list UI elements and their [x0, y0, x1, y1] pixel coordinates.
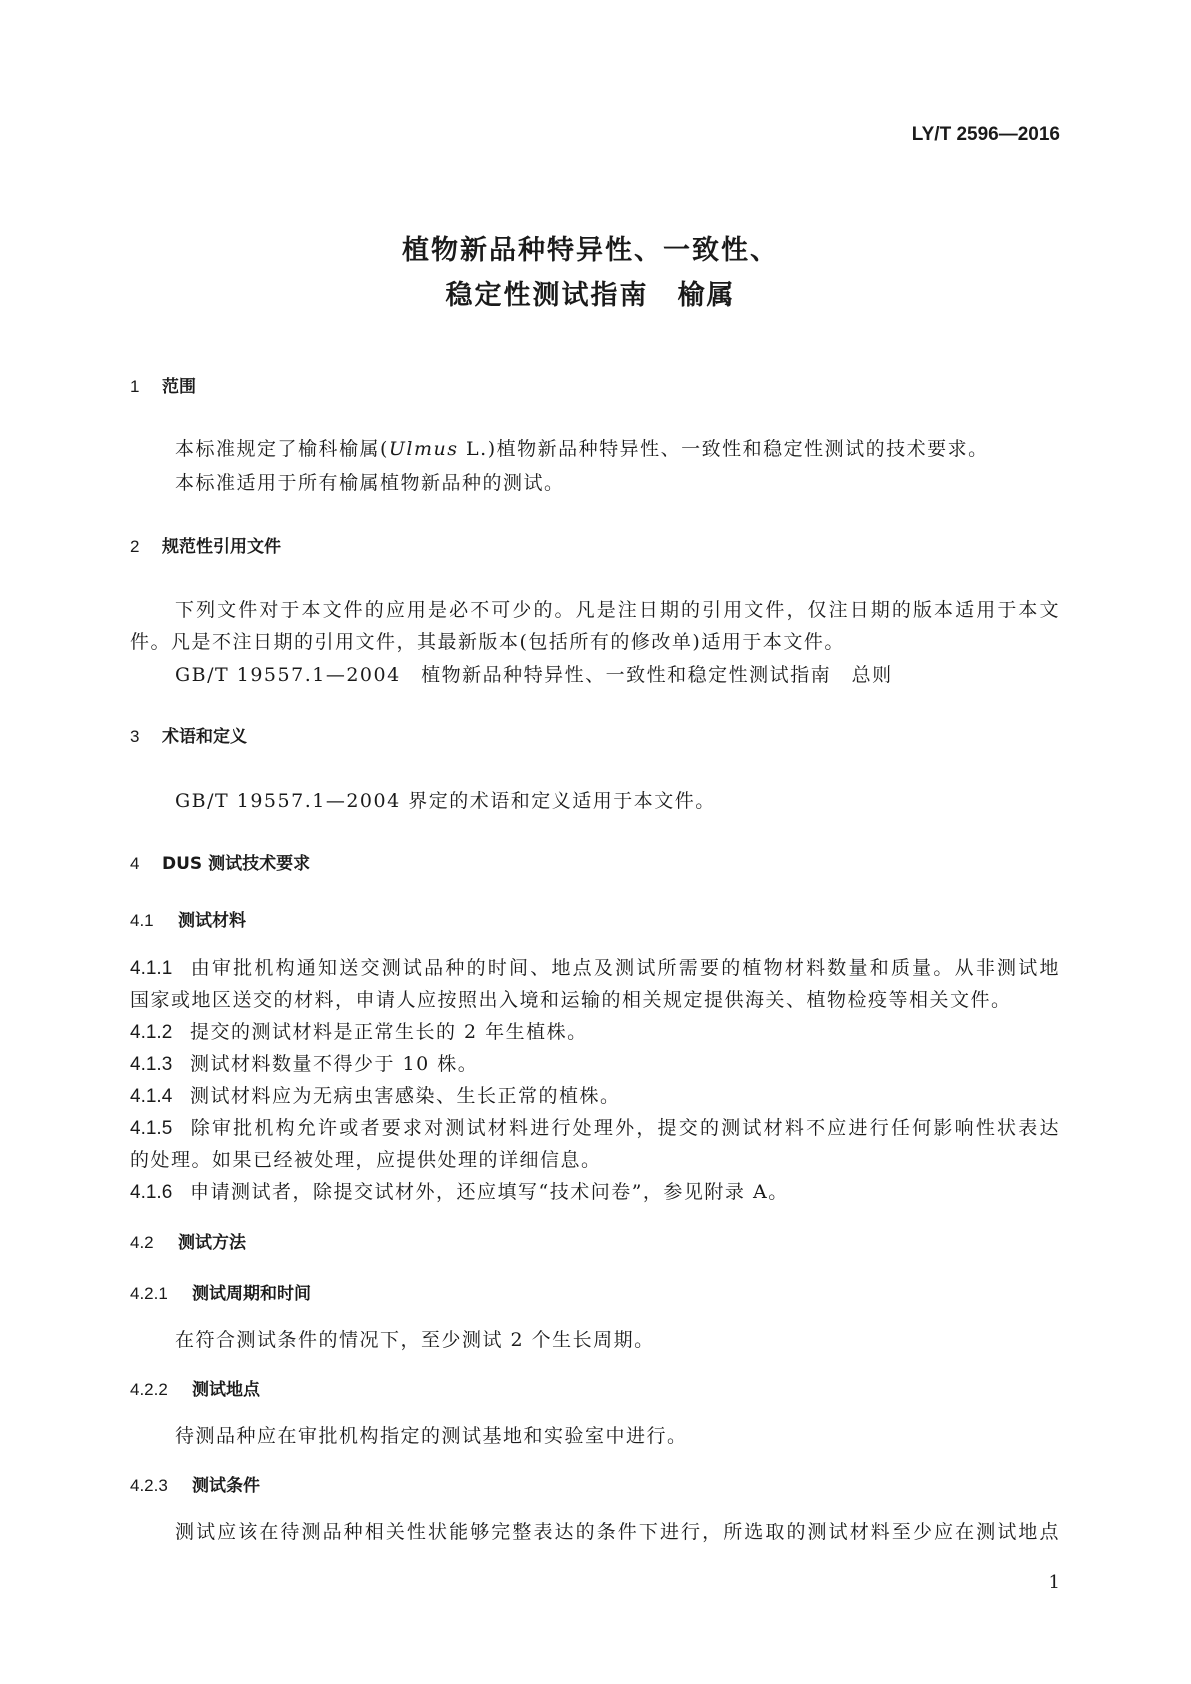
clause-4-1-1-line1: 4.1.1 由审批机构通知送交测试品种的时间、地点及测试所需要的植物材料数量和质量。从非测试地 [130, 957, 1060, 979]
clause-4-1-5-line1: 4.1.5 除审批机构允许或者要求对测试材料进行处理外，提交的测试材料不应进行任何影响性状表达 [130, 1117, 1060, 1139]
section-4-2-3-heading [130, 1471, 260, 1496]
section-number: 4.2.1 [130, 1284, 168, 1303]
section-title: 测试方法 [178, 1233, 246, 1253]
standard-number: LY/T 2596—2016 [911, 124, 1060, 145]
section-number: 1 [130, 377, 140, 396]
section-title: DUS 测试技术要求 [162, 854, 311, 874]
test-conditions-paragraph: 测试应该在待测品种相关性状能够完整表达的条件下进行，所选取的测试材料至少应在测试地点 [175, 1521, 1060, 1543]
test-period-paragraph: 在符合测试条件的情况下，至少测试 2 个生长周期。 [175, 1329, 655, 1351]
document-title-line1: 植物新品种特异性、一致性、 [402, 235, 779, 266]
section-4-1-heading [130, 906, 246, 931]
clause-4-1-3: 4.1.3 测试材料数量不得少于 10 株。 [130, 1053, 479, 1075]
section-title: 测试材料 [178, 911, 246, 931]
clause-number: 4.1.3 [130, 1054, 173, 1075]
clause-number: 4.1.5 [130, 1118, 173, 1139]
normative-reference: GB/T 19557.1—2004 植物新品种特异性、一致性和稳定性测试指南 总则 [175, 664, 893, 686]
section-number: 3 [130, 727, 140, 746]
document-title-line2: 稳定性测试指南 榆属 [445, 280, 736, 311]
scope-paragraph-2: 本标准适用于所有榆属植物新品种的测试。 [175, 472, 565, 494]
normative-ref-paragraph-line2: 件。凡是不注日期的引用文件，其最新版本(包括所有的修改单)适用于本文件。 [130, 631, 845, 653]
clause-number: 4.1.1 [130, 958, 173, 979]
section-number: 2 [130, 537, 140, 556]
terms-paragraph: GB/T 19557.1—2004 界定的术语和定义适用于本文件。 [175, 790, 716, 812]
clause-4-1-4: 4.1.4 测试材料应为无病虫害感染、生长正常的植株。 [130, 1085, 621, 1107]
section-title: 测试周期和时间 [192, 1284, 311, 1304]
section-title: 规范性引用文件 [162, 537, 281, 557]
page-number: 1 [1048, 1572, 1060, 1593]
section-4-2-1-heading [130, 1279, 311, 1304]
section-3-heading [130, 722, 247, 747]
section-title: 术语和定义 [162, 727, 247, 747]
clause-4-1-2: 4.1.2 提交的测试材料是正常生长的 2 年生植株。 [130, 1021, 588, 1043]
section-4-2-2-heading [130, 1375, 260, 1400]
section-title: 测试地点 [192, 1380, 260, 1400]
scope-paragraph-1: 本标准规定了榆科榆属(Ulmus L.)植物新品种特异性、一致性和稳定性测试的技术要求。 [175, 438, 989, 460]
section-number: 4 [130, 854, 140, 873]
section-1-heading [130, 372, 196, 397]
clause-4-1-6: 4.1.6 申请测试者，除提交试材外，还应填写“技术问卷”，参见附录 A。 [130, 1181, 789, 1203]
section-number: 4.2 [130, 1233, 154, 1252]
section-title: 范围 [162, 377, 196, 397]
section-number: 4.2.2 [130, 1380, 168, 1399]
clause-4-1-1-line2: 国家或地区送交的材料，申请人应按照出入境和运输的相关规定提供海关、植物检疫等相关文件。 [130, 989, 1012, 1011]
test-site-paragraph: 待测品种应在审批机构指定的测试基地和实验室中进行。 [175, 1425, 688, 1447]
clause-number: 4.1.6 [130, 1182, 173, 1203]
section-4-heading [130, 849, 310, 874]
section-title: 测试条件 [192, 1476, 260, 1496]
section-4-2-heading [130, 1228, 246, 1253]
genus-name: Ulmus [388, 438, 459, 460]
section-number: 4.1 [130, 911, 154, 930]
normative-ref-paragraph-line1: 下列文件对于本文件的应用是必不可少的。凡是注日期的引用文件，仅注日期的版本适用于本文 [175, 599, 1060, 621]
section-2-heading [130, 532, 281, 557]
clause-number: 4.1.2 [130, 1022, 173, 1043]
clause-number: 4.1.4 [130, 1086, 173, 1107]
clause-4-1-5-line2: 的处理。如果已经被处理，应提供处理的详细信息。 [130, 1149, 602, 1171]
section-number: 4.2.3 [130, 1476, 168, 1495]
